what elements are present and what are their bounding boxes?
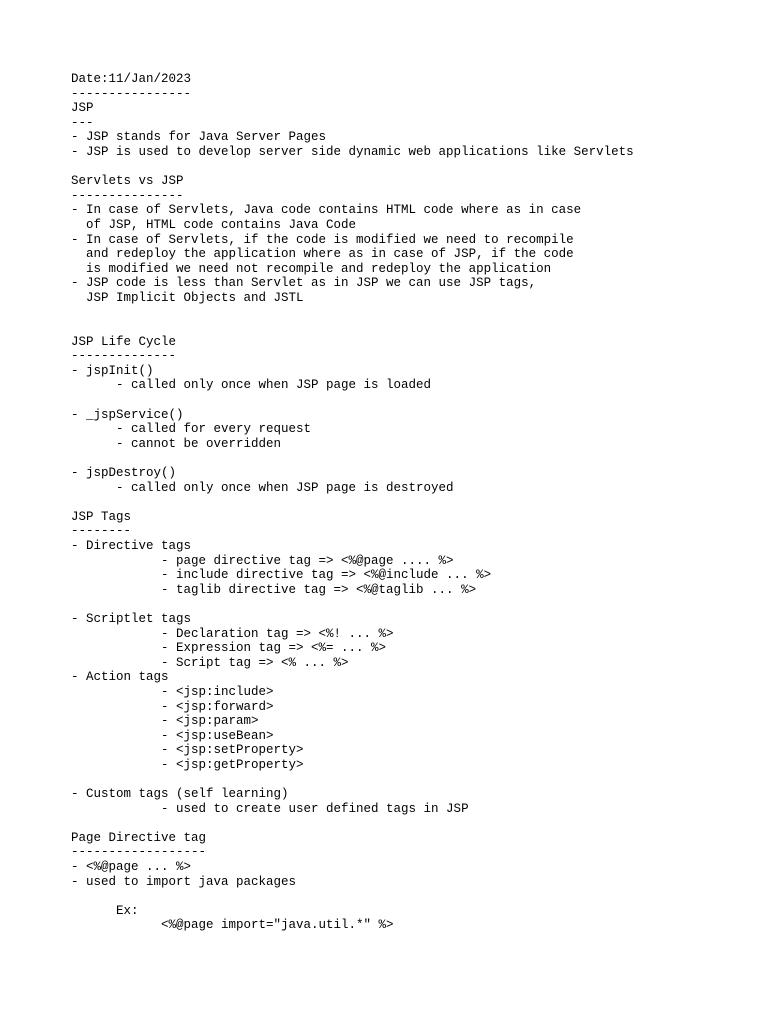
doc-line: - taglib directive tag => <%@taglib ... %> — [71, 582, 477, 597]
doc-line: - called for every request — [71, 422, 312, 437]
doc-line — [71, 773, 751, 788]
doc-line: ------------------ — [71, 845, 207, 860]
doc-line: - Custom tags (self learning) — [71, 787, 289, 802]
doc-line: - Directive tags — [71, 539, 192, 553]
doc-line: - Action tags — [71, 670, 169, 685]
doc-line: - Declaration tag => <%! ... %> — [71, 626, 394, 641]
doc-line: - Scriptlet tags — [71, 611, 192, 626]
doc-line: - <jsp:useBean> — [71, 728, 274, 743]
doc-line — [71, 320, 751, 335]
doc-line: JSP — [71, 101, 94, 116]
doc-line: JSP Life Cycle — [71, 334, 177, 349]
doc-line: -------- — [71, 524, 132, 539]
doc-line — [71, 597, 751, 612]
doc-line — [71, 393, 751, 408]
doc-line: -------------- — [71, 349, 177, 364]
doc-line: - jspDestroy() — [71, 466, 177, 481]
doc-line: --- — [71, 115, 94, 130]
doc-line: - <jsp:include> — [71, 684, 274, 699]
doc-line: - Expression tag => <%= ... %> — [71, 641, 387, 656]
doc-line: of JSP, HTML code contains Java Code — [71, 217, 357, 232]
doc-line: Servlets vs JSP — [71, 174, 184, 189]
doc-line: Date:11/Jan/2023 — [71, 72, 192, 86]
doc-line: JSP Implicit Objects and JSTL — [71, 290, 304, 305]
doc-line: - JSP code is less than Servlet as in JSP we can use JSP tags, — [71, 276, 537, 291]
doc-line: - Script tag => <% ... %> — [71, 655, 349, 670]
doc-line: <%@page import="java.util.*" %> — [71, 918, 394, 933]
doc-line: ---------------- — [71, 86, 192, 101]
doc-line: --------------- — [71, 188, 184, 203]
doc-line: - <%@page ... %> — [71, 860, 192, 875]
doc-line: - In case of Servlets, Java code contains HTML code where as in case — [71, 203, 582, 218]
doc-line: JSP Tags — [71, 509, 132, 524]
doc-line: - JSP stands for Java Server Pages — [71, 130, 327, 145]
doc-line: - called only once when JSP page is destroyed — [71, 480, 454, 495]
doc-line: - cannot be overridden — [71, 436, 282, 451]
doc-line: - <jsp:forward> — [71, 699, 274, 714]
doc-line: and redeploy the application where as in case of JSP, if the code — [71, 247, 574, 262]
doc-line: - <jsp:getProperty> — [71, 757, 304, 772]
doc-line — [71, 160, 751, 175]
doc-line — [71, 889, 751, 904]
doc-line: - <jsp:setProperty> — [71, 743, 304, 758]
doc-line: - In case of Servlets, if the code is modified we need to recompile — [71, 232, 574, 247]
doc-line: is modified we need not recompile and redeploy the application — [71, 261, 552, 276]
doc-line: - used to import java packages — [71, 874, 297, 889]
doc-line: - <jsp:param> — [71, 714, 259, 729]
doc-line: - called only once when JSP page is loaded — [71, 378, 432, 393]
doc-line — [71, 816, 751, 831]
doc-line: - include directive tag => <%@include ... %> — [71, 568, 492, 583]
doc-line: Page Directive tag — [71, 830, 207, 845]
doc-line — [71, 306, 751, 321]
doc-line: - JSP is used to develop server side dynamic web applications like Servlets — [71, 144, 634, 159]
doc-line: - _jspService() — [71, 407, 184, 422]
doc-line: - used to create user defined tags in JSP — [71, 801, 469, 816]
doc-line: Ex: — [71, 903, 139, 918]
doc-line: - page directive tag => <%@page .... %> — [71, 553, 454, 568]
doc-line: - jspInit() — [71, 363, 154, 378]
text-document — [71, 72, 751, 933]
doc-line — [71, 495, 751, 510]
doc-line — [71, 451, 751, 466]
